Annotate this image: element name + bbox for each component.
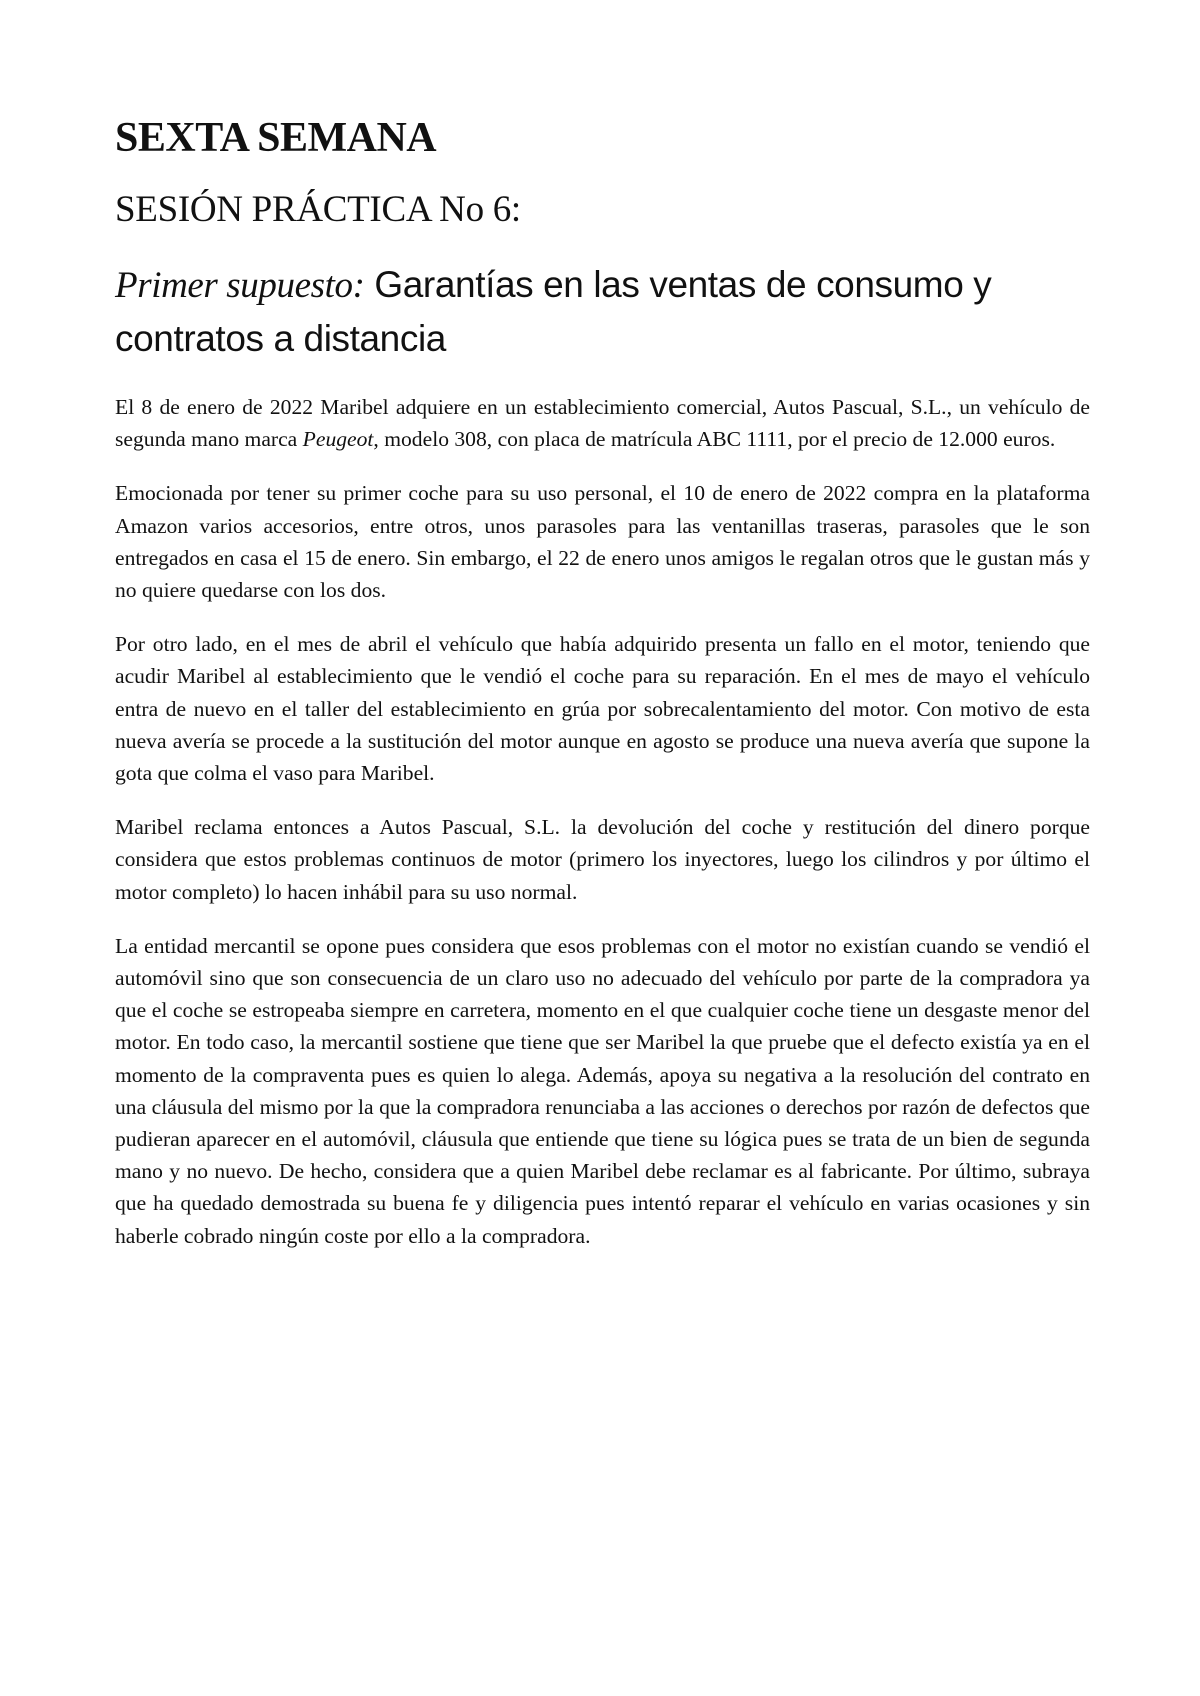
paragraph-4: Maribel reclama entonces a Autos Pascual, S.L. la devolución del coche y restitución del dinero porque considera que estos problemas continuos de motor (primero los inyectores, luego los cilindros y por último el motor completo) lo hacen inhábil para su uso normal. (115, 815, 1090, 904)
case-title: Garantías en las ventas de consumo y contratos a distancia (115, 264, 992, 359)
paragraph-1-part-b: , modelo 308, con placa de matrícula ABC 1111, por el precio de 12.000 euros. (373, 427, 1056, 452)
paragraph-5: La entidad mercantil se opone pues considera que esos problemas con el motor no existían cuando se vendió el automóvil sino que son consecuencia de un claro uso no adecuado del vehículo por parte de la compradora ya que el coche se estropeaba siempre en carretera, momento en el que cualquier coche tiene un desgaste menor del motor. En todo caso, la mercantil sostiene que tiene que ser Maribel la que pruebe que el defecto existía ya en el momento de la compraventa pues es quien lo alega. Además, apoya su negativa a la resolución del contrato en una cláusula del mismo por la que la compradora renunciaba a las acciones o derechos por razón de defectos que pudieran aparecer en el automóvil, cláusula que entiende que tiene su lógica pues se trata de un bien de segunda mano y no nuevo. De hecho, considera que a quien Maribel debe reclamar es al fabricante. Por último, subraya que ha quedado demostrada su buena fe y diligencia pues intentó reparar el vehículo en varias ocasiones y sin haberle cobrado ningún coste por ello a la compradora. (115, 933, 1090, 1248)
document-title: SEXTA SEMANA (115, 115, 437, 161)
paragraph-1-part-a: El 8 de enero de 2022 Maribel adquiere en un establecimiento comercial, Autos Pascual, S.L., un vehículo de segunda mano marca (115, 395, 1090, 452)
paragraph-3: Por otro lado, en el mes de abril el vehículo que había adquirido presenta un fallo en el motor, teniendo que acudir Maribel al establecimiento que le vendió el coche para su reparación. En el mes de mayo el vehículo entra de nuevo en el taller del establecimiento en grúa por sobrecalentamiento del motor. Con motivo de esta nueva avería se procede a la sustitución del motor aunque en agosto se produce una nueva avería que supone la gota que colma el vaso para Maribel. (115, 632, 1090, 786)
document-page (115, 112, 1090, 1274)
paragraph-2: Emocionada por tener su primer coche para su uso personal, el 10 de enero de 2022 compra en la plataforma Amazon varios accesorios, entre otros, unos parasoles para las ventanillas traseras, parasoles que le son entregados en casa el 15 de enero. Sin embargo, el 22 de enero unos amigos le regalan otros que le gustan más y no quiere quedarse con los dos. (115, 481, 1090, 603)
case-label: Primer supuesto: (115, 265, 365, 306)
paragraph-1 (115, 391, 1090, 455)
car-brand: Peugeot (302, 427, 374, 452)
case-heading (115, 258, 1090, 365)
session-heading: SESIÓN PRÁCTICA No 6: (115, 189, 521, 230)
